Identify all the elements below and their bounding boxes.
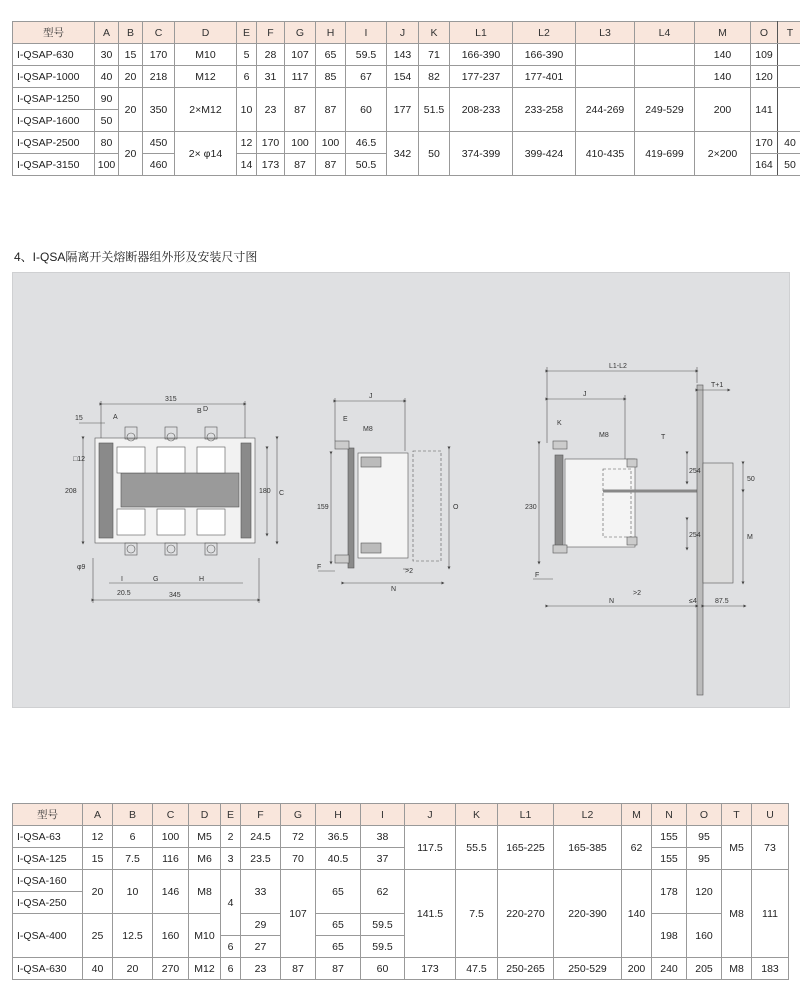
table-cell: 165-385 [554,826,622,870]
header-cell: J [387,22,419,44]
table-cell: 100 [95,154,119,176]
dim-label: I [121,576,123,583]
dim-label: J [583,391,587,398]
dim-label: 180 [259,488,271,495]
model-cell: I-QSA-63 [13,826,83,848]
table-cell: 160 [153,914,189,958]
table-cell: 7.5 [456,870,498,958]
model-cell: I-QSAP-1000 [13,66,95,88]
table-cell: 177 [387,88,419,132]
table-cell: M8 [722,870,752,958]
header-cell: 型号 [13,22,95,44]
dim-label: M [747,534,753,541]
table-cell: 20 [119,66,143,88]
table-cell: 14 [237,154,257,176]
dim-label: B [197,408,202,415]
header-cell: F [257,22,285,44]
table-cell: 419-699 [635,132,695,176]
header-cell: L2 [554,804,622,826]
table-cell: 7.5 [113,848,153,870]
table-cell: 62 [361,870,405,914]
dim-label: 254 [689,532,701,539]
table-cell: 120 [751,66,778,88]
table-cell [635,44,695,66]
table-row [13,826,789,848]
dimension-drawing [13,273,789,707]
table-cell: 410-435 [576,132,635,176]
dim-label: D [203,406,209,413]
table-cell: 2×M12 [175,88,237,132]
table-cell: 143 [387,44,419,66]
table-cell: 20 [119,88,143,132]
table-cell: 2 [221,826,241,848]
table-cell: M12 [175,66,237,88]
table-cell: 177-237 [450,66,513,88]
header-cell: G [285,22,316,44]
table-cell: 27 [241,936,281,958]
table-cell: 80 [95,132,119,154]
table-cell: 140 [622,870,652,958]
table-cell: 146 [153,870,189,914]
dim-label: φ9 [77,564,86,571]
header-cell: L1 [498,804,554,826]
dim-label: T [661,434,666,441]
dim-label: 50 [747,476,755,483]
dim-label: 345 [169,592,181,599]
mounting-view [533,367,745,695]
table-cell: 87 [316,88,346,132]
table-cell: 183 [752,958,789,980]
model-cell: I-QSA-630 [13,958,83,980]
table-cell: 140 [695,66,751,88]
model-cell: I-QSAP-1600 [13,110,95,132]
table-cell: M8 [722,958,752,980]
table-cell [778,44,800,66]
table-cell: 173 [257,154,285,176]
table-cell: 95 [687,826,722,848]
table-cell: 50.5 [346,154,387,176]
table-cell: 29 [241,914,281,936]
dim-label: 254 [689,468,701,475]
table-cell: 399-424 [513,132,576,176]
model-cell: I-QSA-125 [13,848,83,870]
table-cell: 178 [652,870,687,914]
table-cell: 170 [143,44,175,66]
dim-label: >2 [633,590,641,597]
table-cell: 107 [281,870,316,958]
table-cell: 67 [346,66,387,88]
table-cell: 100 [153,826,189,848]
table-cell: 154 [387,66,419,88]
table-cell: 12.5 [113,914,153,958]
table-cell: 166-390 [450,44,513,66]
table-cell [778,88,800,132]
table-cell: 40 [95,66,119,88]
table-cell: 173 [405,958,456,980]
table-row [13,914,789,936]
table-cell: 87 [316,958,361,980]
table-cell: 450 [143,132,175,154]
table-cell: 70 [281,848,316,870]
table-row [13,848,789,870]
dim-label: G [153,576,159,583]
table-cell: 59.5 [346,44,387,66]
table-cell [635,66,695,88]
header-cell: H [316,804,361,826]
front-view [79,401,277,603]
header-cell: I [361,804,405,826]
table-cell: 100 [316,132,346,154]
table-cell: 87 [281,958,316,980]
dim-label: 208 [65,488,77,495]
table-cell: 177-401 [513,66,576,88]
table-cell: M5 [722,826,752,870]
table-cell: 28 [257,44,285,66]
header-cell: B [113,804,153,826]
table-cell: 59.5 [361,914,405,936]
table-cell: 23 [257,88,285,132]
table-cell: 87 [316,154,346,176]
table-row [13,958,789,980]
header-cell: H [316,22,346,44]
header-cell: N [652,804,687,826]
table-cell: 20 [119,132,143,176]
table-cell: M8 [189,870,221,914]
table-cell: 20 [83,870,113,914]
header-cell: T [722,804,752,826]
table-cell: 60 [361,958,405,980]
table-header-row [13,804,789,826]
table-cell: 6 [221,936,241,958]
dim-label: □12 [73,456,86,463]
header-cell: A [95,22,119,44]
header-cell: E [237,22,257,44]
dim-label: O [453,504,459,511]
table-cell: 24.5 [241,826,281,848]
table-cell: 120 [687,870,722,914]
table-cell: 38 [361,826,405,848]
dim-label: N [391,586,397,593]
table-cell: 350 [143,88,175,132]
header-cell: L2 [513,22,576,44]
dim-label: K [557,420,562,427]
table-cell: 40.5 [316,848,361,870]
table-header-row [13,22,800,44]
header-cell: D [175,22,237,44]
table-row [13,132,800,154]
header-cell: G [281,804,316,826]
table-cell: 65 [316,44,346,66]
header-cell: T [778,22,800,44]
table-cell: 85 [316,66,346,88]
table-cell: 15 [83,848,113,870]
model-cell: I-QSAP-1250 [13,88,95,110]
table-cell: 50 [95,110,119,132]
dim-label: T+1 [711,382,724,389]
table-cell: 65 [316,914,361,936]
table-cell: 218 [143,66,175,88]
table-cell: 82 [419,66,450,88]
table-row [13,44,800,66]
table-cell: 117.5 [405,826,456,870]
table-cell: 166-390 [513,44,576,66]
table-cell: 140 [695,44,751,66]
table-cell: 4 [221,870,241,936]
table-cell: 460 [143,154,175,176]
dim-label: A [113,414,118,421]
dim-label: N [609,598,615,605]
table-cell: 198 [652,914,687,958]
header-cell: L3 [576,22,635,44]
table-cell: 51.5 [419,88,450,132]
dim-label: 20.5 [117,590,131,597]
table-row [13,88,800,110]
table-cell: 60 [346,88,387,132]
table-cell: 46.5 [346,132,387,154]
table-cell: 50 [778,154,800,176]
header-cell: K [456,804,498,826]
table-cell: 6 [221,958,241,980]
table-cell: 25 [83,914,113,958]
table-cell: M5 [189,826,221,848]
table-cell: 6 [113,826,153,848]
table-cell: 116 [153,848,189,870]
table-cell: 170 [751,132,778,154]
model-cell: I-QSA-250 [13,892,83,914]
model-cell: I-QSA-160 [13,870,83,892]
table-cell: 90 [95,88,119,110]
dim-label: H [199,576,205,583]
table-cell: 250-529 [554,958,622,980]
table-cell: 12 [237,132,257,154]
model-cell: I-QSAP-630 [13,44,95,66]
table-cell: 205 [687,958,722,980]
table-cell: 155 [652,848,687,870]
table-cell: 55.5 [456,826,498,870]
header-cell: O [687,804,722,826]
table-cell: 374-399 [450,132,513,176]
header-cell: B [119,22,143,44]
table-cell: 59.5 [361,936,405,958]
table-cell: 23.5 [241,848,281,870]
table-cell: 109 [751,44,778,66]
dim-label: >2 [405,568,413,575]
table-cell: 23 [241,958,281,980]
header-cell: D [189,804,221,826]
table-cell: 3 [221,848,241,870]
table-cell: 141 [751,88,778,132]
table-cell: 20 [113,958,153,980]
header-cell: I [346,22,387,44]
table-cell: 141.5 [405,870,456,958]
table-cell [778,66,800,88]
table-cell: 50 [419,132,450,176]
dim-label: F [317,564,322,571]
model-cell: I-QSAP-3150 [13,154,95,176]
table-row [13,870,789,892]
dim-label: 15 [75,415,83,422]
table-cell: 10 [237,88,257,132]
dim-label: L1-L2 [609,363,627,370]
table-cell: 87 [285,154,316,176]
header-cell: C [143,22,175,44]
header-cell: L4 [635,22,695,44]
table-cell: 47.5 [456,958,498,980]
header-cell: J [405,804,456,826]
header-cell: L1 [450,22,513,44]
table-cell [576,66,635,88]
table-cell: M12 [189,958,221,980]
header-cell: F [241,804,281,826]
table-cell: 107 [285,44,316,66]
header-cell: C [153,804,189,826]
table-cell: 33 [241,870,281,914]
dim-label: F [535,572,540,579]
table-cell: 71 [419,44,450,66]
dim-label: 230 [525,504,537,511]
table-cell: 249-529 [635,88,695,132]
table-cell: 200 [622,958,652,980]
table-cell: 40 [83,958,113,980]
table-cell: 240 [652,958,687,980]
table-cell: 31 [257,66,285,88]
table-cell: 111 [752,870,789,958]
table-cell: 208-233 [450,88,513,132]
figure-caption: 4、I-QSA隔离开关熔断器组外形及安装尺寸图 [14,250,258,264]
header-cell: O [751,22,778,44]
table-cell: 100 [285,132,316,154]
header-cell: A [83,804,113,826]
table-cell: 37 [361,848,405,870]
table-cell: 2× φ14 [175,132,237,176]
table-cell: 117 [285,66,316,88]
header-cell: M [622,804,652,826]
table-cell: 73 [752,826,789,870]
dim-label: M8 [363,426,373,433]
dim-label: M8 [599,432,609,439]
table-cell: 270 [153,958,189,980]
table-cell: 220-270 [498,870,554,958]
table-cell: 65 [316,936,361,958]
table-cell: 200 [695,88,751,132]
table-cell: 36.5 [316,826,361,848]
table-cell: 30 [95,44,119,66]
header-cell: 型号 [13,804,83,826]
table-cell: 15 [119,44,143,66]
table-row [13,66,800,88]
table-cell: 155 [652,826,687,848]
dim-label: 315 [165,396,177,403]
table-cell: 87 [285,88,316,132]
table-cell: M10 [175,44,237,66]
table-cell: 160 [687,914,722,958]
table-cell: 244-269 [576,88,635,132]
table-cell: 72 [281,826,316,848]
model-cell: I-QSAP-2500 [13,132,95,154]
dim-label: 87.5 [715,598,729,605]
dim-label: C [279,490,285,497]
side-view [318,398,449,583]
header-cell: E [221,804,241,826]
table-cell: 40 [778,132,800,154]
table-cell: 164 [751,154,778,176]
dim-label: E [343,416,348,423]
dim-label: ≤4 [689,598,697,605]
table-cell: 170 [257,132,285,154]
table-cell: 6 [237,66,257,88]
table-cell: 62 [622,826,652,870]
table-cell: 65 [316,870,361,914]
table-cell: 12 [83,826,113,848]
model-cell: I-QSA-400 [13,914,83,958]
table-cell: 165-225 [498,826,554,870]
table-cell: M6 [189,848,221,870]
table-cell: 220-390 [554,870,622,958]
table-cell: 2×200 [695,132,751,176]
table-cell: 233-258 [513,88,576,132]
header-cell: K [419,22,450,44]
qsa-dimension-table [12,803,789,980]
qsap-dimension-table [12,21,800,176]
header-cell: M [695,22,751,44]
table-cell [576,44,635,66]
table-cell: M10 [189,914,221,958]
dim-label: J [369,393,373,400]
table-cell: 95 [687,848,722,870]
dim-label: 159 [317,504,329,511]
table-cell: 5 [237,44,257,66]
table-cell: 342 [387,132,419,176]
table-cell: 10 [113,870,153,914]
table-cell: 250-265 [498,958,554,980]
outline-drawing-panel [12,272,790,708]
header-cell: U [752,804,789,826]
